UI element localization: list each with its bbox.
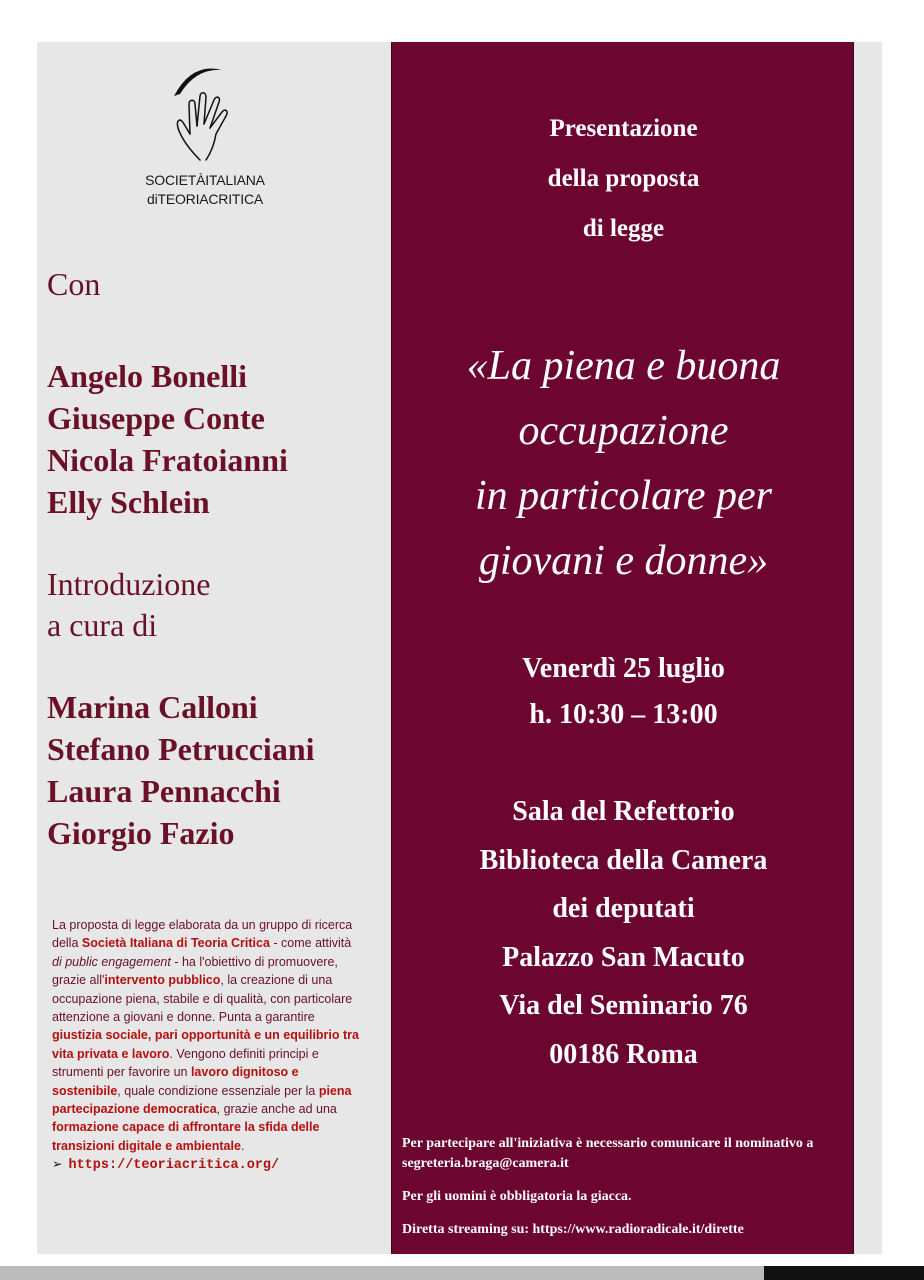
logo-text-line1: SOCIETÀITALIANA — [145, 172, 265, 188]
curator-name: Giorgio Fazio — [47, 815, 235, 851]
title-line: «La piena e buona — [466, 343, 781, 389]
curator-list — [47, 686, 315, 854]
title-line: in particolare per — [474, 473, 773, 519]
bottom-strip — [0, 1266, 924, 1280]
con-label: Con — [47, 266, 101, 302]
curator-name: Marina Calloni — [47, 689, 258, 725]
event-venue — [392, 788, 855, 1079]
desc-text: , grazie anche ad una — [216, 1102, 337, 1117]
registration-note: Per partecipare all'iniziativa è necessario comunicare il nominativo a segreteria.braga@camera.it — [402, 1136, 814, 1171]
desc-italic: di public engagement — [52, 954, 171, 969]
intro-line: Introduzione — [47, 566, 211, 602]
hand-crescent-icon — [130, 60, 280, 170]
event-date — [392, 646, 855, 738]
desc-highlight: formazione capace di affrontare la sfida delle transizioni digitale e ambientale — [52, 1120, 320, 1153]
dress-code-note: Per gli uomini è obbligatoria la giacca. — [402, 1189, 632, 1204]
intro-line: a cura di — [47, 607, 158, 643]
event-panel — [391, 42, 854, 1254]
title-line: occupazione — [518, 408, 729, 454]
venue-line: 00186 Roma — [549, 1038, 698, 1070]
presentation-heading — [392, 104, 855, 254]
desc-highlight: Società Italiana di Teoria Critica — [81, 936, 270, 951]
curator-name: Stefano Petrucciani — [47, 731, 315, 767]
logo-text-line2: diTEORIACRITICA — [146, 191, 263, 207]
venue-line: Palazzo San Macuto — [502, 941, 745, 973]
streaming-note: Diretta streaming su: https://www.radioradicale.it/dirette — [402, 1222, 744, 1237]
desc-text: - ha l'obiettivo di promuovere, grazie all' — [52, 954, 338, 988]
date-line: Venerdì 25 luglio — [522, 653, 725, 684]
venue-line: Sala del Refettorio — [512, 796, 735, 827]
desc-text: . — [240, 1138, 245, 1153]
time-line: h. 10:30 – 13:00 — [529, 699, 718, 730]
desc-text: La proposta di legge elaborata da un gruppo di ricerca della — [52, 918, 353, 951]
desc-highlight: giustizia sociale, pari opportunità e un equilibrio tra vita privata e lavoro — [52, 1028, 359, 1061]
speaker-name: Angelo Bonelli — [47, 358, 248, 394]
venue-line: Biblioteca della Camera — [479, 844, 768, 876]
speaker-list — [47, 355, 288, 523]
logo — [130, 60, 280, 220]
venue-line: Via del Seminario 76 — [499, 990, 748, 1021]
desc-text: , quale condizione essenziale per la — [117, 1083, 319, 1098]
desc-highlight: piena partecipazione democratica — [52, 1083, 352, 1117]
proposal-title — [392, 334, 855, 594]
heading-line: di legge — [582, 215, 665, 242]
proposal-description — [52, 916, 362, 1176]
event-notes — [402, 1134, 842, 1253]
speaker-name: Elly Schlein — [47, 484, 210, 520]
speaker-name: Giuseppe Conte — [47, 400, 265, 436]
venue-line: dei deputati — [552, 893, 695, 924]
speaker-name: Nicola Fratoianni — [47, 442, 288, 478]
desc-highlight: intervento pubblico — [104, 973, 221, 988]
curator-name: Laura Pennacchi — [47, 773, 281, 809]
desc-text: - come attività — [269, 936, 352, 951]
desc-text: . Vengono definiti principi e strumenti per favorire un — [52, 1046, 319, 1080]
heading-line: Presentazione — [549, 115, 698, 142]
heading-line: della proposta — [547, 165, 700, 192]
desc-highlight: lavoro dignitoso e sostenibile — [52, 1065, 299, 1098]
title-line: giovani e donne» — [478, 538, 769, 584]
arrow-icon: ➢ — [52, 1157, 63, 1172]
desc-text: , la creazione di una occupazione piena, stabile e di qualità, con particolare attenzione a giovani e donne. Punta a garantire — [52, 973, 353, 1025]
introduction-label — [47, 564, 211, 646]
website-link[interactable]: https://teoriacritica.org/ — [68, 1158, 280, 1174]
